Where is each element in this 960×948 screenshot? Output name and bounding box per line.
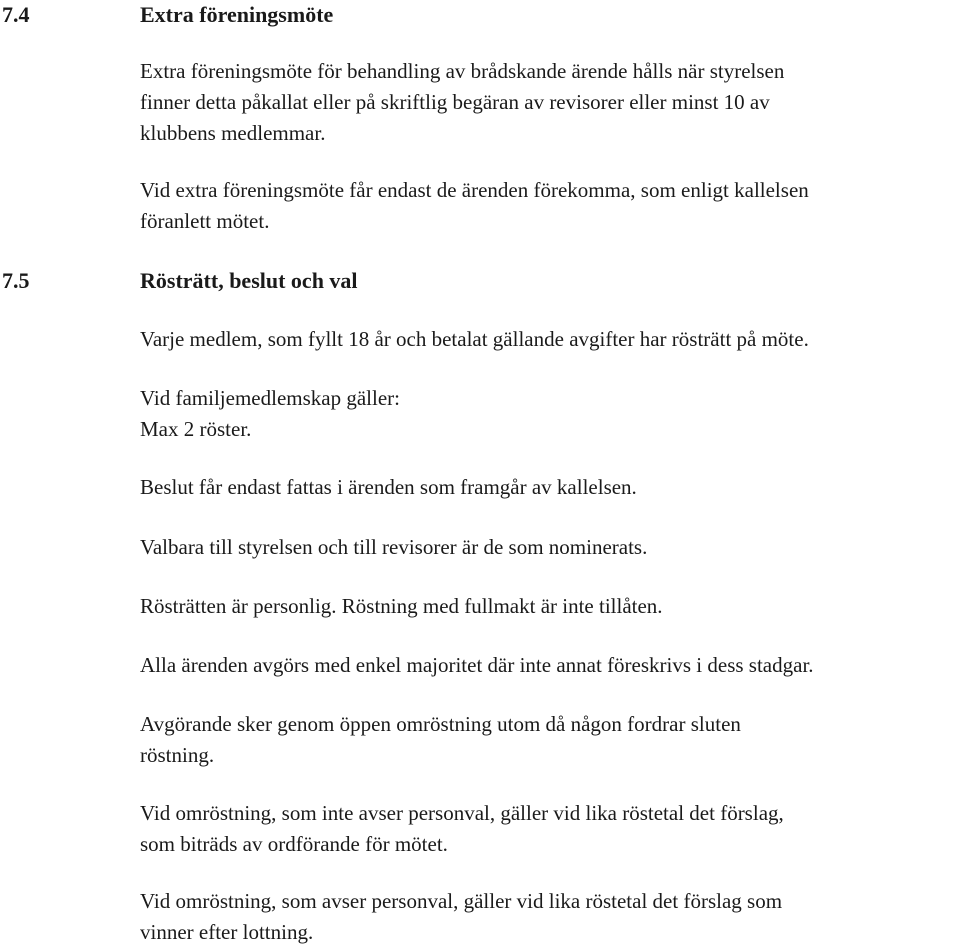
text-line: Beslut får endast fattas i ärenden som framgår av kallelsen. (140, 475, 637, 499)
paragraph-personal-vote (140, 591, 952, 622)
text-line: föranlett mötet. (140, 209, 270, 233)
paragraph-tie-personal (140, 886, 952, 948)
text-line: röstning. (140, 743, 215, 767)
paragraph-decisions (140, 472, 952, 503)
text-line: Avgörande sker genom öppen omröstning utom då någon fordrar sluten (140, 712, 741, 736)
paragraph-family-membership (140, 383, 952, 445)
section-number: 7.4 (2, 2, 30, 27)
text-line: Vid extra föreningsmöte får endast de ärenden förekomma, som enligt kallelsen (140, 178, 809, 202)
section-title: Extra föreningsmöte (140, 2, 334, 27)
text-line: klubbens medlemmar. (140, 121, 326, 145)
text-line: finner detta påkallat eller på skriftlig begäran av revisorer eller minst 10 av (140, 90, 770, 114)
text-line: Vid omröstning, som inte avser personval, gäller vid lika röstetal det förslag, (140, 801, 784, 825)
paragraph-eligible (140, 532, 952, 563)
text-line: Rösträtten är personlig. Röstning med fullmakt är inte tillåten. (140, 594, 663, 618)
paragraph-voting-right (140, 324, 952, 355)
text-line: som biträds av ordförande för mötet. (140, 832, 448, 856)
text-line: Valbara till styrelsen och till revisorer är de som nominerats. (140, 535, 648, 559)
paragraph-extra-meeting-matters (140, 175, 952, 237)
paragraph-majority (140, 650, 952, 681)
section-number: 7.5 (2, 268, 30, 293)
text-line: Vid familjemedlemskap gäller: (140, 386, 400, 410)
paragraph-open-vote (140, 709, 952, 771)
text-line: Extra föreningsmöte för behandling av brådskande ärende hålls när styrelsen (140, 59, 785, 83)
text-line: Varje medlem, som fyllt 18 år och betalat gällande avgifter har rösträtt på möte. (140, 327, 809, 351)
text-line: Alla ärenden avgörs med enkel majoritet där inte annat föreskrivs i dess stadgar. (140, 653, 814, 677)
paragraph-tie-non-personal (140, 798, 952, 860)
text-line: vinner efter lottning. (140, 920, 314, 944)
text-line: Vid omröstning, som avser personval, gäller vid lika röstetal det förslag som (140, 889, 783, 913)
section-title: Rösträtt, beslut och val (140, 268, 358, 293)
text-line: Max 2 röster. (140, 417, 252, 441)
paragraph-extra-meeting-call (140, 56, 952, 149)
